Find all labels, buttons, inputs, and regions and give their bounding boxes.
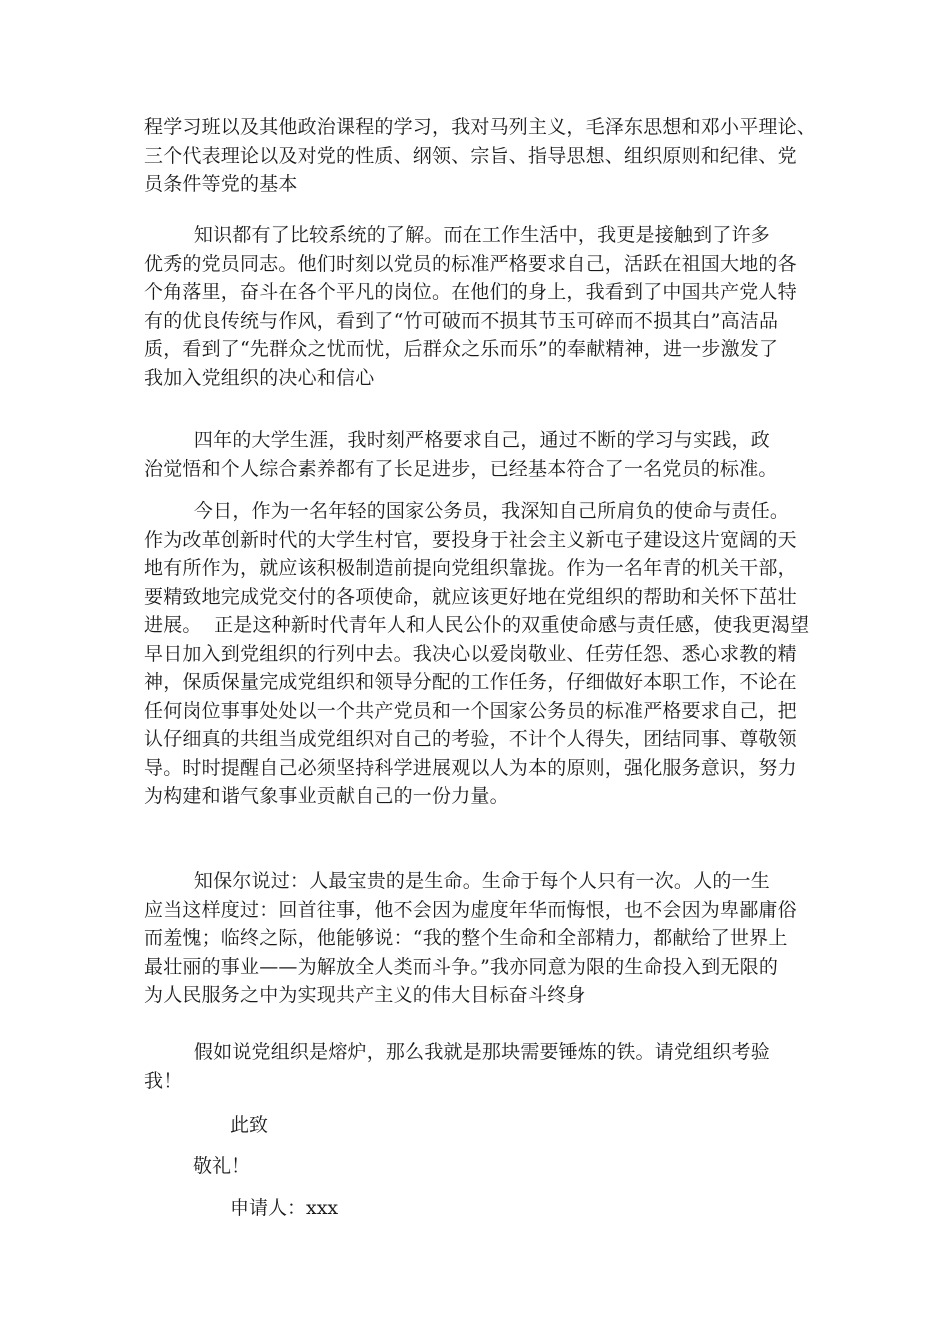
text-line: 假如说党组织是熔炉，那么我就是那块需要锤炼的铁。请党组织考验 [144, 1041, 770, 1063]
text-line: 认仔细真的共组当成党组织对自己的考验，不计个人得失，团结同事、尊敬领 [144, 728, 797, 750]
paragraph-3 [144, 426, 819, 483]
text-line: 个角落里，奋斗在各个平凡的岗位。在他们的身上，我看到了中国共产党人特 [144, 281, 797, 303]
text-line: 最壮丽的事业——为解放全人类而斗争。”我亦同意为限的生命投入到无限的 [144, 955, 779, 978]
text-line: 治觉悟和个人综合素养都有了长足进步，已经基本符合了一名党员的标准。 [144, 457, 778, 480]
text-line: 四年的大学生涯，我时刻严格要求自己，通过不断的学习与实践，政 [144, 429, 770, 451]
text-line: 要精致地完成党交付的各项使命，就应该更好地在党组织的帮助和关怀下茁壮 [144, 585, 797, 608]
applicant-signature-line: 申请人：xxx [230, 1197, 339, 1219]
text-line: 而羞愧；临终之际，他能够说：“我的整个生命和全部精力，都献给了世界上 [144, 927, 788, 949]
text-line: 程学习班以及其他政治课程的学习，我对马列主义，毛泽东思想和邓小平理论、 [144, 116, 817, 138]
text-line: 导。时时提醒自己必须坚持科学进展观以人为本的原则，强化服务意识，努力 [144, 756, 797, 779]
text-line: 作为改革创新时代的大学生村官，要投身于社会主义新屯子建设这片宽阔的天 [144, 528, 797, 551]
paragraph-4 [144, 497, 819, 811]
closing-salutation: 此致 [230, 1114, 269, 1136]
paragraph-5 [144, 867, 819, 1010]
text-line: 神，保质保量完成党组织和领导分配的工作任务，仔细做好本职工作，不论在 [144, 671, 797, 693]
text-line: 我加入党组织的决心和信心 [144, 366, 375, 389]
text-line: 知保尔说过：人最宝贵的是生命。生命于每个人只有一次。人的一生 [144, 870, 770, 892]
text-line: 有的优良传统与作风，看到了“竹可破而不损其节玉可碎而不损其白”高洁品 [144, 309, 779, 332]
closing-regards: 敬礼！ [193, 1155, 251, 1177]
text-line: 今日，作为一名年轻的国家公务员，我深知自己所肩负的使命与责任。 [144, 500, 790, 522]
text-line: 质，看到了“先群众之忧而忧，后群众之乐而乐”的奉献精神，进一步激发了 [144, 338, 779, 360]
text-line: 三个代表理论以及对党的性质、纲领、宗旨、指导思想、组织原则和纪律、党 [144, 144, 797, 167]
text-line: 早日加入到党组织的行列中去。我决心以爱岗敬业、任劳任怨、悉心求教的精 [144, 642, 797, 665]
paragraph-2 [144, 221, 819, 392]
paragraph-1 [144, 113, 819, 199]
text-line: 为构建和谐气象事业贡献自己的一份力量。 [144, 785, 509, 807]
text-line: 优秀的党员同志。他们时刻以党员的标准严格要求自己，活跃在祖国大地的各 [144, 252, 797, 275]
text-line: 应当这样度过：回首往事，他不会因为虚度年华而悔恨，也不会因为卑鄙庸俗 [144, 898, 797, 921]
text-line: 地有所作为，就应该积极制造前提向党组织靠拢。作为一名年青的机关干部， [144, 557, 797, 579]
text-line: 我！ [144, 1069, 183, 1092]
text-line: 知识都有了比较系统的了解。而在工作生活中，我更是接触到了许多 [144, 224, 770, 246]
text-line: 进展。 正是这种新时代青年人和人民公仆的双重使命感与责任感，使我更渴望 [144, 614, 810, 636]
text-line: 任何岗位事事处处以一个共产党员和一个国家公务员的标准严格要求自己，把 [144, 699, 797, 722]
paragraph-6 [144, 1038, 819, 1095]
text-line: 为人民服务之中为实现共产主义的伟大目标奋斗终身 [144, 984, 586, 1006]
text-line: 员条件等党的基本 [144, 173, 298, 195]
